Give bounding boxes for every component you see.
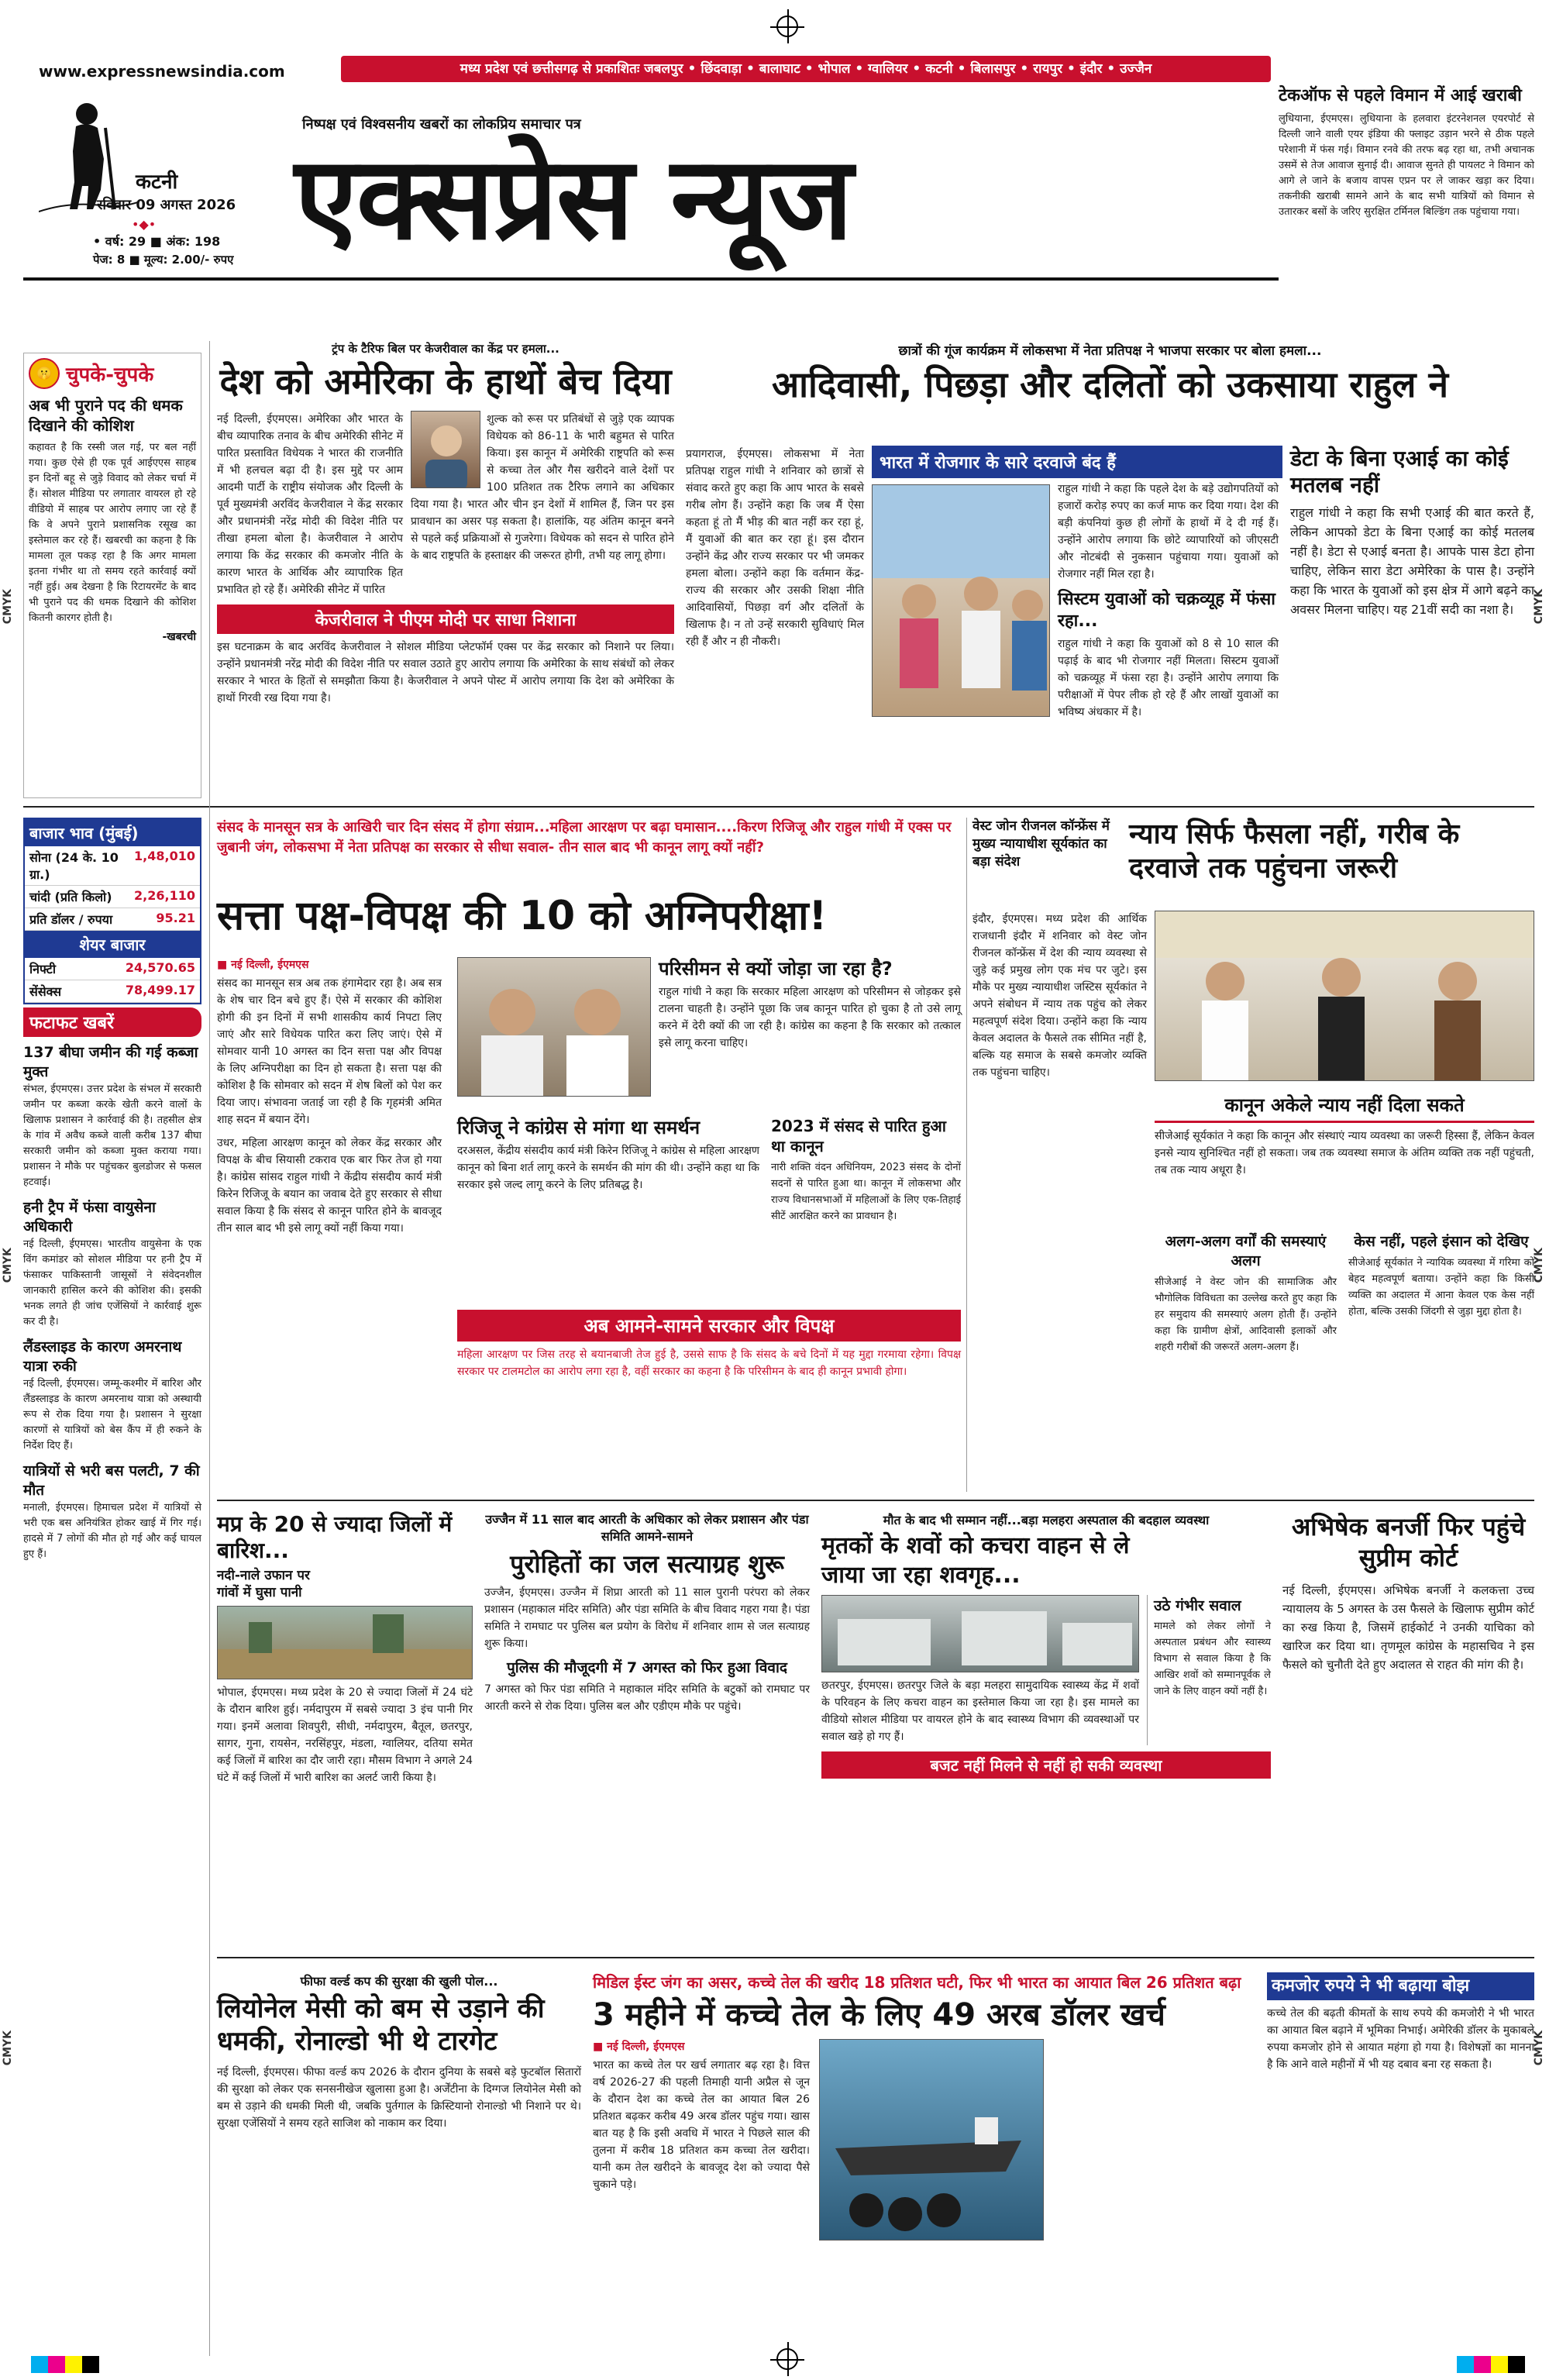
fatafat-headline: यात्रियों से भरी बस पलटी, 7 की मौत [23, 1462, 200, 1499]
divider [966, 818, 967, 1492]
fatafat-body: संभल, ईएमएस। उत्तर प्रदेश के संभल में सरकारी जमीन पर कब्जा करके खेती करने वालों के खिलाफ प्रशासन ने कार्रवाई की है। तहसील क्षेत्र के गांव में अवैध कब्जे वाली करीब 137 बीघा सरकारी जमीन को कब्जा मुक्त कराया गया। प्रशासन ने मौके पर पहुंचकर बुलडोजर से फसल हटवाई। [23, 1083, 201, 1188]
justice-body-col [972, 911, 1147, 1081]
fatafat-item [23, 1462, 201, 1562]
flood-photo-icon [218, 1607, 473, 1679]
rahul-body-1: प्रयागराज, ईएमएस। लोकसभा में नेता प्रतिपक्ष राहुल गांधी ने शनिवार को छात्रों से संवाद करते हुए कहा कि आप भारत के सबसे गरीब लोग हैं। उन्होंने कहा कि जब मैं ऐसा कहता हूं तो मैं भीड़ की बात नहीं कर रहा हूं, मैं युवाओं की बात कर रहा हूं। इस दौरान उन्होंने केंद्र और राज्य सरकार पर भी जमकर हमला बोला। उन्होंने कहा कि वर्तमान केंद्र-राज्य की सरकार और उसकी शिक्षा नीति आदिवासियों, पिछड़ा वर्ग और दलितों के खिलाफ है। न तो उन्हें सरकारी सुविधाएं मिल रही हैं और न ही नौकरी। [686, 448, 864, 648]
market-row-silver [25, 886, 200, 908]
ujjain-sub-body: 7 अगस्त को फिर पंडा समिति ने महाकाल मंदिर समिति के बटुकों को रामघाट पर आरती करने से रोक दिया। पुलिस बल और एडीएम मौके पर पहुंचे। [484, 1683, 810, 1713]
kejriwal-body-1: नई दिल्ली, ईएमएस। अमेरिका और भारत के बीच व्यापारिक तनाव के बीच अमेरिकी सीनेट में पारित प्रस्तावित विधेयक ने भारत की राजनीति में भी हलचल बढ़ा दी है। इस मुद्दे पर आम आदमी पार्टी के राष्ट्रीय संयोजक और दिल्ली के पूर्व मुख्यमंत्री अरविंद केजरीवाल ने केंद्र सरकार और प्रधानमंत्री नरेंद्र मोदी की विदेश नीति पर तीखा हमला बोला है। केजरीवाल ने आरोप लगाया कि केंद्र सरकार की कमजोर नीति के कारण भारत के आर्थिक और व्यापारिक हित प्रभावित हो रहे हैं। अमेरिकी सीनेट में पारित [217, 413, 403, 596]
row2-rule [217, 1500, 1534, 1501]
color-swatch [82, 2356, 99, 2373]
rahul-body-2: राहुल गांधी ने कहा कि पहले देश के बड़े उद्योगपतियों को हजारों करोड़ रुपए का कर्ज माफ कर दिया गया। देश की बड़ी कंपनियां कुछ ही लोगों के हाथों में दे दी गई हैं। उन्होंने आरोप लगाया कि छोटे व्यापारियों को जीएसटी और नोटबंदी से नुकसान पहुंचाया गया। युवाओं को रोजगार नहीं मिल रहा है। [1058, 483, 1279, 580]
silver-label: चांदी (प्रति किलो) [29, 890, 112, 904]
rupee-story [1267, 1972, 1534, 2073]
fatafat-item [23, 1338, 201, 1454]
oil-kicker: मिडिल ईस्ट जंग का असर, कच्चे तेल की खरीद 18 प्रतिशत घटी, फिर भी भारत का आयात बिल 26 प्रतिशत बढ़ा [593, 1973, 1241, 1992]
cmyk-mark: CMYK [1533, 589, 1545, 625]
chupke-headline: अब भी पुराने पद की धमक दिखाने की कोशिश [29, 396, 183, 435]
sensex-label: सेंसेक्स [29, 984, 62, 999]
color-swatch [1491, 2356, 1508, 2373]
oil-body: भारत का कच्चे तेल पर खर्च लगातार बढ़ रहा है। वित्त वर्ष 2026-27 की पहली तिमाही यानी अप्रैल से जून के दौरान देश का कच्चे तेल का आयात बिल 26 प्रतिशत बढ़कर करीब 49 अरब डॉलर पहुंच गया। खास बात यह है कि इसी अवधि में भारत ने पिछले साल की तुलना में करीब 18 प्रतिशत कम कच्चा तेल खरीदा। यानी कम तेल खरीदने के बावजूद देश को ज्यादा पैसे चुकाने पड़े। [593, 2059, 810, 2191]
abhishek-headline: अभिषेक बनर्जी फिर पहुंचे सुप्रीम कोर्ट [1291, 1512, 1526, 1572]
color-swatch [31, 2356, 48, 2373]
sensex-value: 78,499.17 [125, 983, 195, 997]
oil-dateline: ■ नई दिल्ली, ईएमएस [593, 2041, 685, 2053]
fatafat-item [23, 1043, 201, 1190]
main-body-1: संसद का मानसून सत्र अब तक हंगामेदार रहा है। अब सत्र के शेष चार दिन बचे हुए हैं। ऐसे में सरकार की कोशिश होगी की इन दिनों में सभी शासकीय कार्य निपटा लिए जाएं और सारे विधेयक पारित करा लिए जाएं। ऐसे में सोमवार यानी 10 अगस्त का दिन सत्ता पक्ष और विपक्ष के लिए अग्निपरीक्षा का दिन हो सकता है। सत्ता पक्ष की कोशिश है कि सोमवार को सदन में शेष बिलों को पेश कर दिया जाए। संभावना जताई जा रही है कि गृहमंत्री अमित शाह सदन में बयान देंगे। [217, 977, 442, 1126]
nifty-label: निफ्टी [29, 962, 57, 976]
q-body: राहुल गांधी ने कहा कि सरकार महिला आरक्षण को परिसीमन से जोड़कर इसे टालना चाहती है। उन्होंने पूछा कि जब कानून पारित हो चुका है तो उसे लागू करने में देरी क्यों की जा रही है। कांग्रेस का कहना है कि सरकार को तत्काल इसे लागू करना चाहिए। [659, 986, 961, 1049]
ujjain-story [484, 1511, 810, 1715]
color-swatch [1457, 2356, 1474, 2373]
rain-body: भोपाल, ईएमएस। मध्य प्रदेश के 20 से ज्यादा जिलों में 24 घंटे के दौरान बारिश हुई। नर्मदापुरम में सबसे ज्यादा 3 इंच पानी गिर गया। इनमें अलावा शिवपुरी, सीधी, नर्मदापुरम, बैतूल, छतरपुर, सागर, गुना, रायसेन, नरसिंहपुर, मंडला, ग्वालियर, दतिया समेत कई जिलों में बारिश का दौर जारी रहा। मौसम विभाग ने अगले 24 घंटे में कई जिलों में भारी बारिश का अलर्ट जारी किया है। [217, 1686, 473, 1784]
rain-story [217, 1511, 473, 1786]
chupke-column [23, 353, 201, 798]
rahul-story [686, 341, 1534, 407]
rupee-headline: कमजोर रुपये ने भी बढ़ाया बोझ [1267, 1972, 1534, 2000]
justice-sub1 [1155, 1232, 1337, 1355]
fatafat-headline: हनी ट्रैप में फंसा वायुसेना अधिकारी [23, 1199, 156, 1235]
share-title: शेयर बाजार [25, 931, 200, 958]
main-body-2: उधर, महिला आरक्षण कानून को लेकर केंद्र सरकार और विपक्ष के बीच सियासी टकराव एक बार फिर तेज हो गया है। कांग्रेस सांसद राहुल गांधी ने केंद्रीय संसदीय कार्य मंत्री किरेन रिजिजू के बयान का जवाब देते हुए सरकार से सीधा सवाल किया है कि संसद से कानून पारित होने के बावजूद तीन साल बाद भी इसे लागू क्यों नहीं किया गया। [217, 1137, 442, 1235]
fatafat-headline: लैंडस्लाइड के कारण अमरनाथ यात्रा रुकी [23, 1338, 182, 1375]
fatafat-item [23, 1198, 201, 1330]
ujjain-body-1: उज्जैन, ईएमएस। उज्जैन में शिप्रा आरती को 11 साल पुरानी परंपरा को लेकर प्रशासन (महाकाल मंदिर समिति) और पंडा समिति के बीच विवाद गहरा गया है। पंडा समिति ने रामघाट पर पुलिस बल प्रयोग के विरोध में शनिवार शाम से जल सत्याग्रह शुरू किया। [484, 1586, 810, 1650]
dollar-value: 95.21 [156, 911, 195, 925]
ear-body: लुधियाना, ईएमएस। लुधियाना के हलवारा इंटरनेशनल एयरपोर्ट से दिल्ली जाने वाली एयर इंडिया की फ्लाइट उड़ान भरने से ठीक पहले परेशानी में फंस गई। विमान रनवे की तरफ बढ़ रहा था, तभी अचानक उसमें से तेज आवाज सुनाई दी। आवाज सुनते ही पायलट ने विमान को आगे ले जाने के बजाय वापस एप्रन पर ले जाकर खड़ा कर दिया। तकनीकी खराबी सामने आने के बाद सभी यात्रियों को विमान से उतारकर बसों के जरिए सुरक्षित टर्मिनल बिल्डिंग तक पहुंचाया गया। [1279, 113, 1534, 218]
rahul-body-col1 [686, 446, 864, 650]
ear-story [1279, 85, 1534, 220]
masthead-rule [23, 277, 1279, 281]
rahul-headline: आदिवासी, पिछड़ा और दलितों को उकसाया राहुल ने [771, 363, 1449, 405]
justice-body-1: इंदौर, ईएमएस। मध्य प्रदेश की आर्थिक राजधानी इंदौर में शनिवार को वेस्ट जोन रीजनल कॉन्फ्रेंस में देश की न्याय व्यवस्था से जुड़े कई प्रमुख लोग एक मंच पर जुटे। इस मौके पर मुख्य न्यायाधीश जस्टिस सूर्यकांत ने अपने संबोधन में न्याय तक पहुंच को लेकर महत्वपूर्ण संदेश दिया। उन्होंने कहा कि न्याय केवल अदालत के फैसले तक सीमित नहीं है, बल्कि यह समाज के सबसे कमजोर व्यक्ति तक पहुंचना चाहिए। [972, 913, 1147, 1079]
masthead-issue: • वर्ष: 29 ■ अंक: 198 [93, 234, 221, 249]
q-box [659, 957, 961, 1052]
color-swatch [1508, 2356, 1525, 2373]
cmyk-mark: CMYK [1533, 2030, 1545, 2066]
hospital-sidebar-head: उठे गंभीर सवाल [1154, 1597, 1241, 1614]
row3-rule [217, 1957, 1534, 1958]
hospital-sidebar-body: मामले को लेकर लोगों ने अस्पताल प्रबंधन और स्वास्थ्य विभाग से सवाल किया है कि आखिर शवों को सम्मानपूर्वक ले जाने के लिए वाहन क्यों नहीं है। [1154, 1621, 1271, 1697]
abhishek-story [1282, 1511, 1534, 1674]
cmyk-mark: CMYK [2, 2030, 14, 2066]
market-row-nifty [25, 958, 200, 980]
cmyk-mark: CMYK [2, 1248, 14, 1283]
registration-mark [776, 2348, 798, 2370]
data-ai-story [1290, 446, 1534, 619]
kejriwal-body-2: शुल्क को रूस पर प्रतिबंधों से जुड़े एक व्यापक विधेयक को 86-11 के भारी बहुमत से पारित किया। इस कानून में अमेरिकी राष्ट्रपति को रूस से कच्चा तेल और गैस खरीदने वाले देशों पर 100 प्रतिशत तक टैरिफ लगाने का अधिकार दिया गया है। भारत और चीन इन देशों में शामिल हैं, जिन पर इस प्रावधान का असर पड़ सकता है। हालांकि, यह अंतिम कानून बनने से पहले कई प्रक्रियाओं से गुजरेगा। विधेयक को सदन से पारित होने के बाद राष्ट्रपति के हस्ताक्षर की जरूरत होगी, तभी यह लागू होगा। [411, 413, 674, 562]
cmyk-mark: CMYK [1533, 1248, 1545, 1283]
editions-bar [341, 56, 1271, 82]
justice-story [972, 818, 1534, 886]
row1-rule [23, 806, 1534, 808]
rijiju-headline: रिजिजू ने कांग्रेस से मांगा था समर्थन [457, 1117, 701, 1138]
messi-story [217, 1972, 581, 2132]
hospital-kicker: मौत के बाद भी सम्मान नहीं...बड़ा मलहरा अस्पताल की बदहाल व्यवस्था [883, 1513, 1210, 1528]
y2023-headline: 2023 में संसद से पारित हुआ था कानून [771, 1117, 946, 1156]
politicians-photo-icon [458, 958, 651, 1097]
rain-sub: नदी-नाले उफान पर गांवों में घुसा पानी [217, 1568, 310, 1600]
ujjain-headline: पुरोहितों का जल सत्याग्रह शुरू [510, 1549, 784, 1579]
justice-sub2-head: केस नहीं, पहले इंसान को देखिए [1354, 1233, 1529, 1250]
kejriwal-photo [411, 411, 480, 488]
justice-sub2-body: सीजेआई सूर्यकांत ने न्यायिक व्यवस्था में गरिमा को बेहद महत्वपूर्ण बताया। उन्होंने कहा कि किसी व्यक्ति का अदालत में आना केवल एक केस नहीं होता, बल्कि उसकी जिंदगी से जुड़ा मुद्दा होता है। [1348, 1257, 1534, 1317]
fatafat-column [23, 1007, 201, 1562]
rahul-kicker: छात्रों की गूंज कार्यक्रम में लोकसभा में नेता प्रतिपक्ष ने भाजपा सरकार पर बोला हमला... [898, 343, 1322, 359]
kejriwal-kicker: ट्रंप के टैरिफ बिल पर केजरीवाल का केंद्र पर हमला... [332, 342, 559, 356]
y2023-box [771, 1116, 961, 1224]
chupke-title: चुपके-चुपके [66, 363, 154, 387]
y2023-body: नारी शक्ति वंदन अधिनियम, 2023 संसद के दोनों सदनों से पारित हुआ था। कानून में लोकसभा और राज्य विधानसभाओं में महिलाओं के लिए एक-तिहाई सीटें आरक्षित करने का प्रावधान है। [771, 1162, 961, 1222]
rupee-body: कच्चे तेल की बढ़ती कीमतों के साथ रुपये की कमजोरी ने भी भारत का आयात बिल बढ़ाने में भूमिका निभाई। अमेरिकी डॉलर के मुकाबले रुपया कमजोर होने से आयात महंगा हो गया है। विशेषज्ञों का मानना है कि आने वाले महीनों में भी यह दबाव बना रह सकता है। [1267, 2007, 1534, 2071]
rahul-subhead: सिस्टम युवाओं को चक्रव्यूह में फंसा रहा... [1058, 590, 1275, 631]
market-row-sensex [25, 980, 200, 1003]
vehicle-photo-icon [822, 1596, 1139, 1672]
fatafat-headline: 137 बीघा जमीन की गई कब्जा मुक्त [23, 1044, 198, 1080]
registration-mark [776, 15, 798, 37]
abhishek-body: नई दिल्ली, ईएमएस। अभिषेक बनर्जी ने कलकत्ता उच्च न्यायालय के 5 अगस्त के उस फैसले के खिलाफ सुप्रीम कोर्ट का रुख किया है, जिसमें हाईकोर्ट ने उनकी याचिका को खारिज कर दिया था। तृणमूल कांग्रेस के महासचिव ने इस फैसले को चुनौती देते हुए अदालत से राहत की मांग की है। [1282, 1583, 1534, 1672]
justice-kicker: वेस्ट जोन रीजनल कॉन्फ्रेंस में मुख्य न्यायाधीश सूर्यकांत का बड़ा संदेश [972, 818, 1110, 870]
hospital-body: छतरपुर, ईएमएस। छतरपुर जिले के बड़ा मलहरा सामुदायिक स्वास्थ्य केंद्र में शवों के परिवहन के लिए कचरा वाहन का इस्तेमाल किया जा रहा है। इस मामले का वीडियो सोशल मीडिया पर वायरल होने के बाद स्वास्थ्य विभाग की व्यवस्थाओं पर सवाल खड़े हो गए हैं। [821, 1679, 1139, 1743]
market-row-dollar [25, 908, 200, 931]
kejriwal-subhead: केजरीवाल ने पीएम मोदी पर साधा निशाना [217, 604, 674, 634]
website-url[interactable]: www.expressnewsindia.com [39, 62, 285, 81]
fatafat-title: फटाफट खबरें [23, 1007, 201, 1037]
rijiju-box [457, 1116, 759, 1193]
gold-value: 1,48,010 [134, 849, 195, 863]
kejriwal-story [217, 341, 674, 707]
justice-band-area [1155, 1089, 1534, 1179]
justice-photo [1155, 911, 1534, 1081]
oil-headline: 3 महीने में कच्चे तेल के लिए 49 अरब डॉलर खर्च [593, 1997, 1165, 2033]
justice-body-2: सीजेआई सूर्यकांत ने कहा कि कानून और संस्थाएं न्याय व्यवस्था का जरूरी हिस्सा हैं, लेकिन केवल इनसे न्याय सुनिश्चित नहीं हो सकता। जब तक व्यवस्था समाज के अंतिम व्यक्ति तक नहीं पहुंचती, तब तक न्याय अधूरा है। [1155, 1130, 1534, 1176]
nifty-value: 24,570.65 [125, 960, 195, 975]
kejriwal-headline: देश को अमेरिका के हाथों बेच दिया [219, 360, 672, 402]
kejriwal-body-3: इस घटनाक्रम के बाद अरविंद केजरीवाल ने सोशल मीडिया प्लेटफॉर्म एक्स पर केंद्र सरकार को निशाने पर लिया। उन्होंने प्रधानमंत्री नरेंद्र मोदी की विदेश नीति पर सवाल उठाते हुए आरोप लगाया कि अमेरिका के साथ संबंधों को लेकर सरकार ने भारत के हितों से समझौता किया है। केजरीवाल ने अपने पोस्ट में आरोप लगाया कि देश को अमेरिका के हाथों गिरवी रख दिया गया है। [217, 641, 674, 704]
breaking-strip [217, 818, 961, 858]
main-band-title: अब आमने-सामने सरकार और विपक्ष [457, 1310, 961, 1342]
dollar-label: प्रति डॉलर / रुपया [29, 912, 113, 927]
hospital-photo [821, 1595, 1139, 1672]
fatafat-body: नई दिल्ली, ईएमएस। भारतीय वायुसेना के एक विंग कमांडर को सोशल मीडिया पर हनी ट्रैप में फंसाकर पाकिस्तानी जासूसों ने संवेदनशील जानकारी हासिल करने की कोशिश की। इसकी भनक लगते ही जांच एजेंसियों ने कार्रवाई शुरू कर दी है। [23, 1238, 201, 1328]
main-photo [457, 957, 651, 1097]
justice-headline: न्याय सिर्फ फैसला नहीं, गरीब के दरवाजे तक पहुंचना जरूरी [1129, 818, 1460, 884]
main-headline: सत्ता पक्ष-विपक्ष की 10 को अग्निपरीक्षा! [217, 893, 828, 939]
color-swatch [1474, 2356, 1491, 2373]
divider [209, 341, 210, 2356]
market-box [23, 818, 201, 1004]
messi-body: नई दिल्ली, ईएमएस। फीफा वर्ल्ड कप 2026 के दौरान दुनिया के सबसे बड़े फुटबॉल सितारों की सुरक्षा को लेकर एक सनसनीखेज खुलासा हुआ है। अर्जेंटीना के दिग्गज लियोनेल मेसी को बम से उड़ाने की धमकी मिली थी, जबकि पुर्तगाल के क्रिस्टियानो रोनाल्डो भी निशाने पर थे। सुरक्षा एजेंसियों ने समय रहते साजिश को नाकाम कर दिया। [217, 2066, 581, 2130]
main-body-col [217, 957, 442, 1237]
main-story [217, 891, 961, 941]
chupke-body: कहावत है कि रस्सी जल गई, पर बल नहीं गया। कुछ ऐसे ही एक पूर्व आईएएस साहब इन दिनों बहू से जुड़े विवाद को लेकर चर्चा में हैं। सोशल मीडिया पर लगातार वायरल हो रहे वीडियो में साहब पर आरोप लगाए जा रहे हैं कि वे अपने पुराने प्रशासनिक रसूख का इस्तेमाल कर रहे हैं। खबरची का कहना है कि मामला तूल पकड़ रहा है कि अगर मामला इतना गंभीर था तो समय रहते कार्रवाई क्यों नहीं हुई। अब देखना है कि रिटायरमेंट के बाद भी पुराने पद की धमक दिखाने की कोशिश कितनी कारगर होती है। [29, 442, 196, 624]
rain-photo [217, 1606, 473, 1679]
gold-label: सोना (24 के. 10 ग्रा.) [29, 850, 119, 882]
person-portrait-icon [411, 412, 480, 488]
masthead-city: कटनी [136, 170, 178, 194]
oil-tanker-photo-icon [820, 2040, 1044, 2241]
editions-text: मध्य प्रदेश एवं छत्तीसगढ़ से प्रकाशितः जबलपुर • छिंदवाड़ा • बालाघाट • भोपाल • ग्वालियर • कटनी • बिलासपुर • रायपुर • इंदौर • उज्जैन [460, 61, 1152, 77]
breaking-text: संसद के मानसून सत्र के आखिरी चार दिन संसद में होगा संग्राम...महिला आरक्षण पर बढ़ा घमासान....किरण रिजिजू और राहुल गांधी में एक्स पर जुबानी जंग, लोकसभा में नेता प्रतिपक्ष का सरकार से सीधा सवाल- तीन साल बाद भी कानून लागू क्यों नहीं? [217, 819, 952, 856]
justice-sub1-body: सीजेआई ने वेस्ट जोन की सामाजिक और भौगोलिक विविधता का उल्लेख करते हुए कहा कि हर समुदाय की समस्याएं अलग होती हैं। उन्होंने कहा कि ग्रामीण क्षेत्रों, आदिवासी इलाकों और शहरी गरीबों की जरूरतें अलग-अलग हैं। [1155, 1276, 1337, 1353]
color-swatch [48, 2356, 65, 2373]
fatafat-body: मनाली, ईएमएस। हिमाचल प्रदेश में यात्रियों से भरी एक बस अनियंत्रित होकर खाई में गिर गई। हादसे में 7 लोगों की मौत हो गई और कई घायल हुए हैं। [23, 1502, 201, 1560]
data-ai-headline: डेटा के बिना एआई का कोई मतलब नहीं [1290, 446, 1509, 498]
fatafat-body: नई दिल्ली, ईएमएस। जम्मू-कश्मीर में बारिश और लैंडस्लाइड के कारण अमरनाथ यात्रा को अस्थायी रूप से रोक दिया गया है। प्रशासन ने सुरक्षा कारणों से यात्रियों को बेस कैंप में ही रुकने के निर्देश दिए हैं। [23, 1378, 201, 1452]
main-band-body: महिला आरक्षण पर जिस तरह से बयानबाजी तेज हुई है, उससे साफ है कि संसद के बचे दिनों में यह मुद्दा गरमाया रहेगा। विपक्ष सरकार पर टालमटोल का आरोप लगा रहा है, वहीं सरकार का कहना है कि परिसीमन के बाद ही कानून प्रभावी होगा। [457, 1348, 961, 1378]
ceremony-photo-icon [1155, 911, 1534, 1081]
ujjain-sub: पुलिस की मौजूदगी में 7 अगस्त को फिर हुआ विवाद [506, 1659, 787, 1676]
rijiju-body: दरअसल, केंद्रीय संसदीय कार्य मंत्री किरेन रिजिजू ने कांग्रेस से महिला आरक्षण कानून को बिना शर्त लागू करने के समर्थन की मांग की थी। उन्होंने कहा था कि सरकार इसे जल्द लागू करने के लिए प्रतिबद्ध है। [457, 1145, 759, 1191]
hospital-headline: मृतकों के शवों को कचरा वाहन से ले जाया जा रहा शवगृह... [821, 1532, 1130, 1589]
justice-sub2 [1348, 1232, 1534, 1320]
messi-kicker: फीफा वर्ल्ड कप की सुरक्षा की खुली पोल... [300, 1974, 498, 1989]
hospital-band: बजट नहीं मिलने से नहीं हो सकी व्यवस्था [821, 1751, 1271, 1779]
masthead-ornament-icon: •◆• [132, 217, 157, 232]
rahul-body-3: राहुल गांधी ने कहा कि युवाओं को 8 से 10 साल की पढ़ाई के बाद भी रोजगार नहीं मिलता। सिस्टम युवाओं को चक्रव्यूह में फंसा रहा है। उन्होंने आरोप लगाया कि परीक्षाओं में पेपर लीक हो रहे हैं और लाखों युवाओं का भविष्य अंधकार में है। [1058, 638, 1279, 718]
color-swatch [65, 2356, 82, 2373]
rahul-banner: भारत में रोजगार के सारे दरवाजे बंद हैं [872, 446, 1282, 478]
oil-story [593, 1972, 1255, 2241]
market-row-gold [25, 846, 200, 886]
q-headline: परिसीमन से क्यों जोड़ा जा रहा है? [659, 958, 893, 980]
hospital-story [821, 1511, 1271, 1779]
ujjain-kicker: उज्जैन में 11 साल बाद आरती के अधिकार को लेकर प्रशासन और पंडा समिति आमने-सामने [485, 1512, 809, 1544]
chupke-byline: -खबरची [162, 631, 196, 643]
students-photo-icon [873, 485, 1050, 717]
messi-headline: लियोनेल मेसी को बम से उड़ाने की धमकी, रोनाल्डो भी थे टारगेट [217, 1993, 545, 2057]
rain-headline: मप्र के 20 से ज्यादा जिलों में बारिश... [217, 1511, 453, 1563]
masthead-tagline: निष्पक्ष एवं विश्वसनीय खबरों का लोकप्रिय समाचार पत्र [302, 116, 581, 133]
market-title: बाजार भाव (मुंबई) [25, 819, 200, 846]
rahul-event-photo [872, 484, 1050, 717]
masthead-title: एक्सप्रेस न्यूज [294, 130, 852, 265]
cmyk-mark: CMYK [2, 589, 14, 625]
masthead-date: रविवार 09 अगस्त 2026 [97, 197, 236, 213]
rahul-body-col2 [1058, 480, 1279, 721]
whisper-icon: 🤫 [29, 358, 60, 389]
oil-photo [819, 2039, 1044, 2241]
justice-sub1-head: अलग-अलग वर्गों की समस्याएं अलग [1165, 1233, 1327, 1269]
silver-value: 2,26,110 [134, 888, 195, 903]
data-ai-body: राहुल गांधी ने कहा कि सभी एआई की बात करते हैं, लेकिन आपको डेटा के बिना एआई का कोई मतलब नहीं है। डेटा से एआई बनता है। आपके पास डेटा होना चाहिए, लेकिन सारा डेटा अमेरिका के पास है। उन्होंने कहा कि भारत के युवाओं को इस क्षेत्र में आगे बढ़ने का अवसर मिलना चाहिए। यह 21वीं सदी का नशा है। [1290, 505, 1534, 617]
justice-band: कानून अकेले न्याय नहीं दिला सकते [1155, 1089, 1534, 1123]
ear-headline: टेकऑफ से पहले विमान में आई खराबी [1279, 86, 1522, 105]
main-band [457, 1310, 961, 1380]
main-dateline: ■ नई दिल्ली, ईएमएस [217, 959, 309, 971]
masthead-price: पेज: 8 ■ मूल्य: 2.00/- रुपए [93, 253, 234, 267]
